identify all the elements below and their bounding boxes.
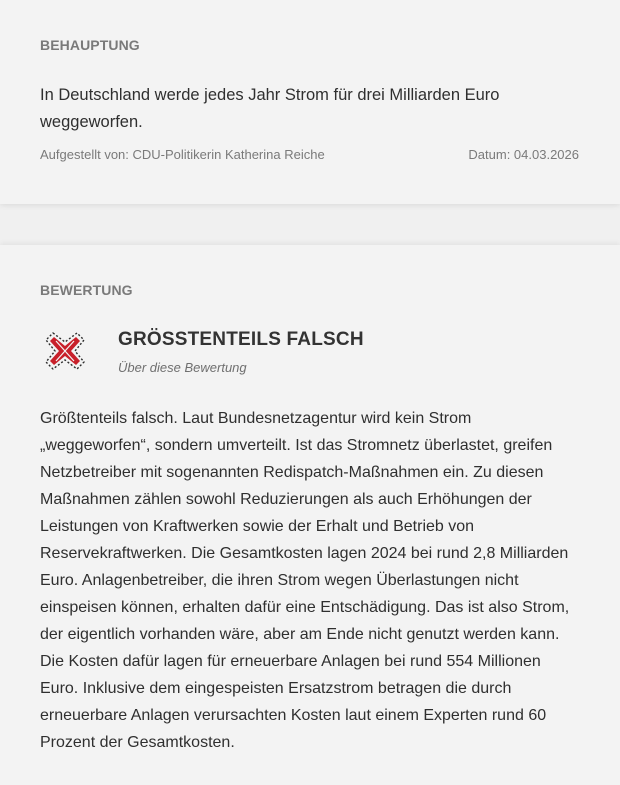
claim-card xyxy=(0,0,620,204)
claim-section-label: BEHAUPTUNG xyxy=(40,37,140,53)
rating-section-label: BEWERTUNG xyxy=(40,282,133,298)
rating-header xyxy=(40,327,364,377)
rating-title-block xyxy=(118,327,364,377)
rating-card xyxy=(0,245,620,785)
mostly-false-x-icon xyxy=(40,327,90,375)
claim-text: In Deutschland werde jedes Jahr Strom für drei Milliarden Euro weggeworfen. xyxy=(40,86,500,131)
claim-date: Datum: 04.03.2026 xyxy=(468,147,579,162)
rating-verdict: GRÖSSTENTEILS FALSCH xyxy=(118,329,364,350)
claim-author: Aufgestellt von: CDU-Politikerin Katherina Reiche xyxy=(40,147,325,162)
rating-explanation: Größtenteils falsch. Laut Bundesnetzagentur wird kein Strom „weggeworfen“, sondern umverteilt. Ist das Stromnetz überlastet, greifen Netzbetreiber mit sogenannten Redispatch-Maßnahmen ein. Zu diesen Maßnahmen zählen sowohl Reduzierungen als auch Erhöhungen der Leistungen von Kraftwerken sowie der Erhalt und Betrieb von Reservekraftwerken. Die Gesamtkosten lagen 2024 bei rund 2,8 Milliarden Euro. Anlagenbetreiber, die ihren Strom wegen Überlastungen nicht einspeisen können, erhalten dafür eine Entschädigung. Das ist also Strom, der eigentlich vorhanden wäre, aber am Ende nicht genutzt werden kann. Die Kosten dafür lagen für erneuerbare Anlagen bei rund 554 Millionen Euro. Inklusive dem eingespeisten Ersatzstrom betragen die durch erneuerbare Anlagen verursachten Kosten laut einem Experten rund 60 Prozent der Gesamtkosten. xyxy=(40,410,570,751)
about-rating-link[interactable]: Über diese Bewertung xyxy=(118,360,247,375)
claim-meta-row xyxy=(40,147,579,162)
